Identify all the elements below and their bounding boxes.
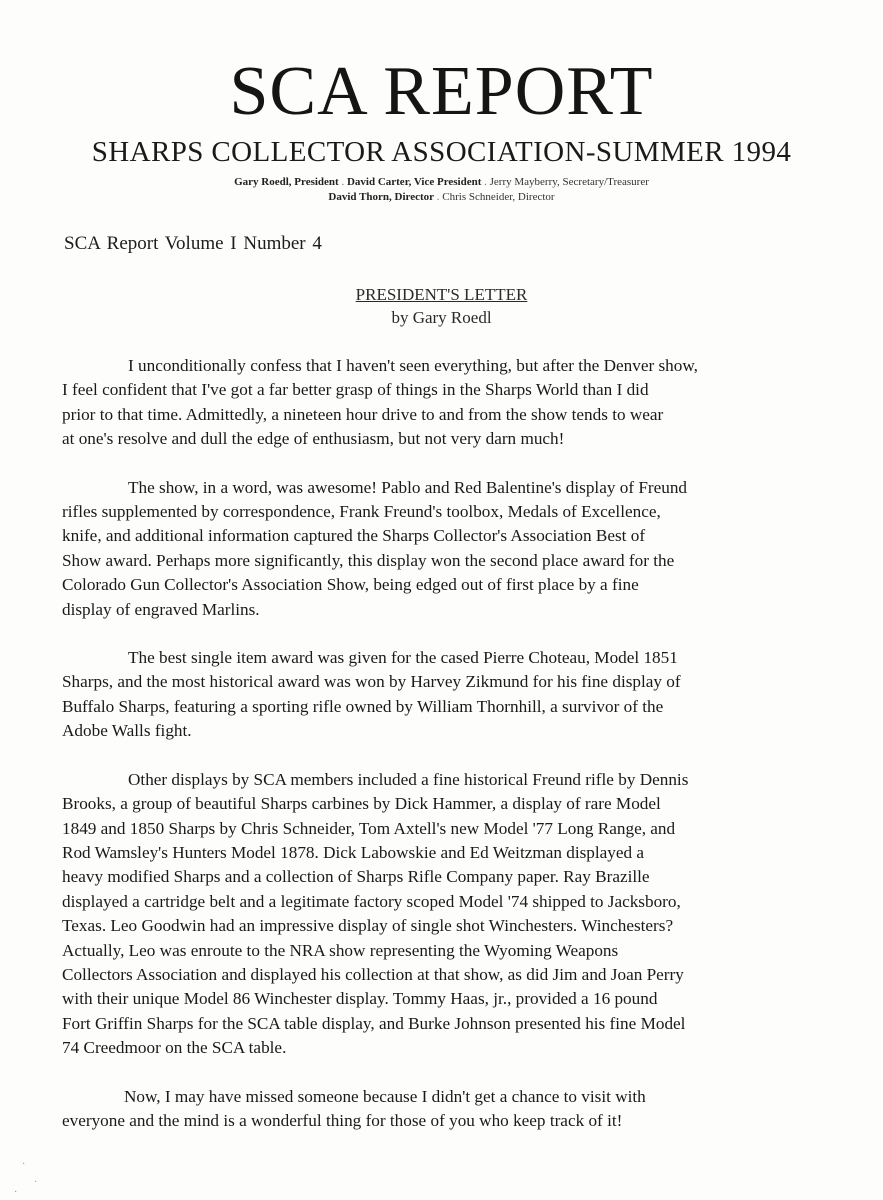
officer-separator: . (436, 191, 440, 203)
scan-speck: · (14, 1187, 18, 1198)
officer-director-thorn: David Thorn, Director (328, 191, 435, 203)
scan-speck: · (34, 1177, 38, 1188)
masthead-title: SCA REPORT (229, 53, 654, 130)
letter-paragraph-5: Now, I may have missed someone because I didn't get a chance to visit with everyone and the mind is a wonderful thing for those of you who keep track of it! (62, 1086, 646, 1130)
officer-secretary-treasurer: Jerry Mayberry, Secretary/Treasurer (489, 176, 649, 188)
officer-separator: . (484, 176, 487, 188)
issue-volume-line: SCA Report Volume I Number 4 (64, 233, 322, 254)
officer-separator: . (341, 176, 345, 188)
scan-speck: · (22, 1159, 26, 1170)
letter-title: PRESIDENT'S LETTER (355, 285, 528, 304)
officers-line-2 (0, 190, 883, 204)
officer-president: Gary Roedl, President (234, 176, 339, 188)
officer-director-schneider: Chris Schneider, Director (442, 191, 555, 203)
letter-paragraph-2: The show, in a word, was awesome! Pablo and Red Balentine's display of Freund rifles supplemented by correspondence, Frank Freund's toolbox, Medals of Excellence, knife, and additional information captured the Sharps Collector's Association Best of Show award. Perhaps more significantly, this display won the second place award for the Colorado Gun Collector's Association Show, being edged out of first place by a fine display of engraved Marlins. (62, 477, 688, 619)
letter-byline: by Gary Roedl (391, 308, 492, 327)
letter-paragraph-3: The best single item award was given for the cased Pierre Choteau, Model 1851 Sharps, and the most historical award was won by Harvey Zikmund for his fine display of Buffalo Sharps, featuring a sporting rifle owned by William Thornhill, a survivor of the Adobe Walls fight. (62, 648, 681, 741)
letter-paragraph-4: Other displays by SCA members included a fine historical Freund rifle by Dennis Brooks, a group of beautiful Sharps carbines by Dick Hammer, a display of rare Model 1849 and 1850 Sharps by Chris Schneider, Tom Axtell's new Model '77 Long Range, and Rod Wamsley's Hunters Model 1878. Dick Labowskie and Ed Weitzman displayed a heavy modified Sharps and a collection of Sharps Rifle Company paper. Ray Brazille displayed a cartridge belt and a legitimate factory scoped Model '74 shipped to Jacksboro, Texas. Leo Goodwin had an impressive display of single shot Winchesters. Winchesters? Actually, Leo was enroute to the NRA show representing the Wyoming Weapons Collectors Association and displayed his collection at that show, as did Jim and Joan Perry with their unique Model 86 Winchester display. Tommy Haas, jr., provided a 16 pound Fort Griffin Sharps for the SCA table display, and Burke Johnson presented his fine Model 74 Creedmoor on the SCA table. (62, 769, 689, 1058)
letter-paragraph-1: I unconditionally confess that I haven't seen everything, but after the Denver show, I feel confident that I've got a far better grasp of things in the Sharps World than I did prior to that time. Admittedly, a nineteen hour drive to and from the show tends to wear at one's resolve and dull the edge of enthusiasm, but not very darn much! (62, 356, 698, 449)
officer-vice-president: David Carter, Vice President (346, 176, 482, 188)
officers-line-1 (0, 175, 883, 189)
masthead-subtitle: SHARPS COLLECTOR ASSOCIATION-SUMMER 1994 (91, 136, 792, 168)
letter-body (62, 354, 830, 1157)
